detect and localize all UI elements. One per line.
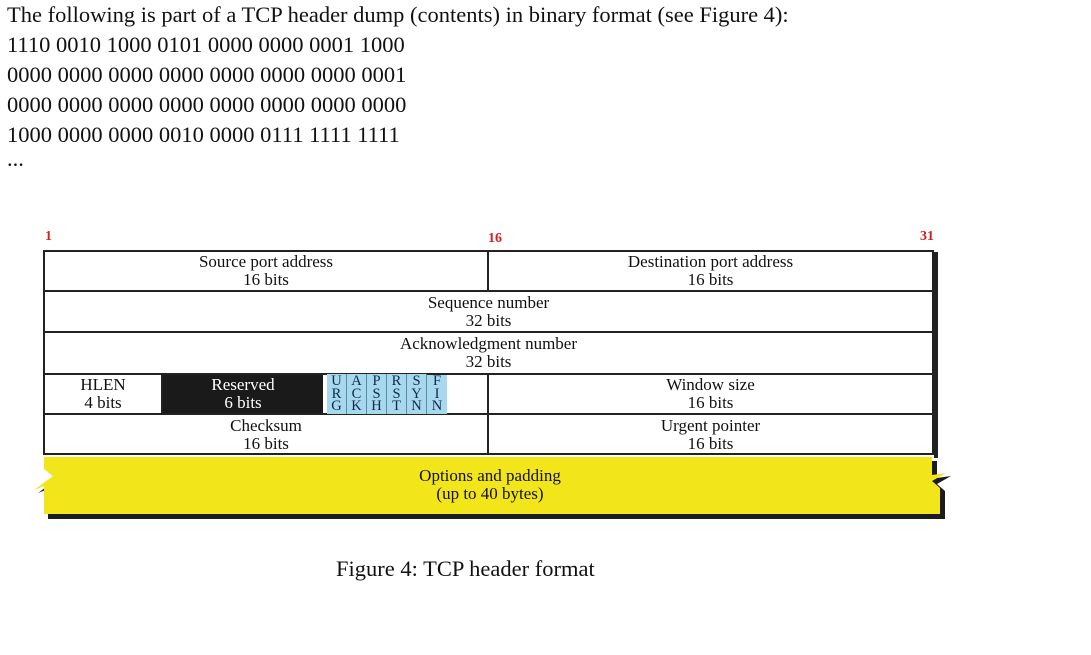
tick-16: 16 — [488, 231, 502, 246]
ack-number-size: 32 bits — [465, 352, 512, 371]
hlen-size: 4 bits — [84, 393, 122, 412]
dest-port-label: Destination port address — [627, 252, 794, 271]
flag-letter: S — [392, 385, 401, 402]
flag-letter: Y — [411, 385, 422, 402]
flag-letter: S — [412, 373, 421, 389]
ellipsis: ... — [7, 146, 24, 171]
reserved-size: 6 bits — [224, 393, 262, 412]
options-padding-field — [44, 463, 936, 507]
figure-caption: Figure 4: TCP header format — [336, 556, 595, 581]
flag-letter: C — [351, 385, 362, 402]
flag-letter: R — [331, 385, 342, 402]
flag-letter: N — [411, 398, 422, 414]
tick-31: 31 — [920, 229, 934, 244]
hlen-label: HLEN — [80, 375, 126, 394]
flag-letter: S — [372, 385, 381, 402]
binary-line-4: 1000 0000 0000 0010 0000 0111 1111 1111 — [7, 122, 400, 147]
binary-line-3: 0000 0000 0000 0000 0000 0000 0000 0000 — [7, 92, 407, 117]
binary-line-1: 1110 0010 1000 0101 0000 0000 0001 1000 — [7, 32, 405, 57]
intro-sentence: The following is part of a TCP header dump (contents) in binary format (see Figure 4): — [7, 2, 789, 27]
flag-letter: N — [431, 398, 443, 414]
dest-port-size: 16 bits — [687, 270, 734, 289]
sequence-number-label: Sequence number — [427, 292, 550, 312]
sequence-number-size: 32 bits — [465, 310, 512, 330]
flag-letter: F — [432, 373, 442, 389]
flag-letter: G — [331, 398, 342, 414]
checksum-label: Checksum — [230, 416, 302, 435]
flag-letter: A — [351, 373, 362, 389]
flag-letter: K — [351, 398, 362, 414]
options-padding-label: Options and padding — [419, 466, 561, 485]
flag-letter: P — [372, 373, 381, 389]
options-padding-size: (up to 40 bytes) — [436, 484, 544, 503]
reserved-label: Reserved — [211, 375, 275, 394]
source-port-size: 16 bits — [243, 270, 289, 289]
urgent-pointer-label: Urgent pointer — [660, 416, 761, 435]
urgent-pointer-size: 16 bits — [687, 434, 734, 453]
flag-letter: I — [434, 385, 440, 402]
ack-number-label: Acknowledgment number — [399, 334, 578, 353]
flag-letter: H — [371, 398, 382, 414]
flag-letter: T — [392, 398, 401, 414]
window-size-label: Window size — [666, 375, 755, 394]
checksum-size: 16 bits — [243, 434, 289, 453]
flag-letter: R — [391, 373, 402, 389]
source-port-label: Source port address — [198, 252, 334, 271]
binary-line-2: 0000 0000 0000 0000 0000 0000 0000 0001 — [7, 62, 407, 87]
tick-1: 1 — [45, 229, 52, 244]
window-size-size: 16 bits — [687, 393, 734, 412]
flag-letter: U — [331, 373, 342, 389]
